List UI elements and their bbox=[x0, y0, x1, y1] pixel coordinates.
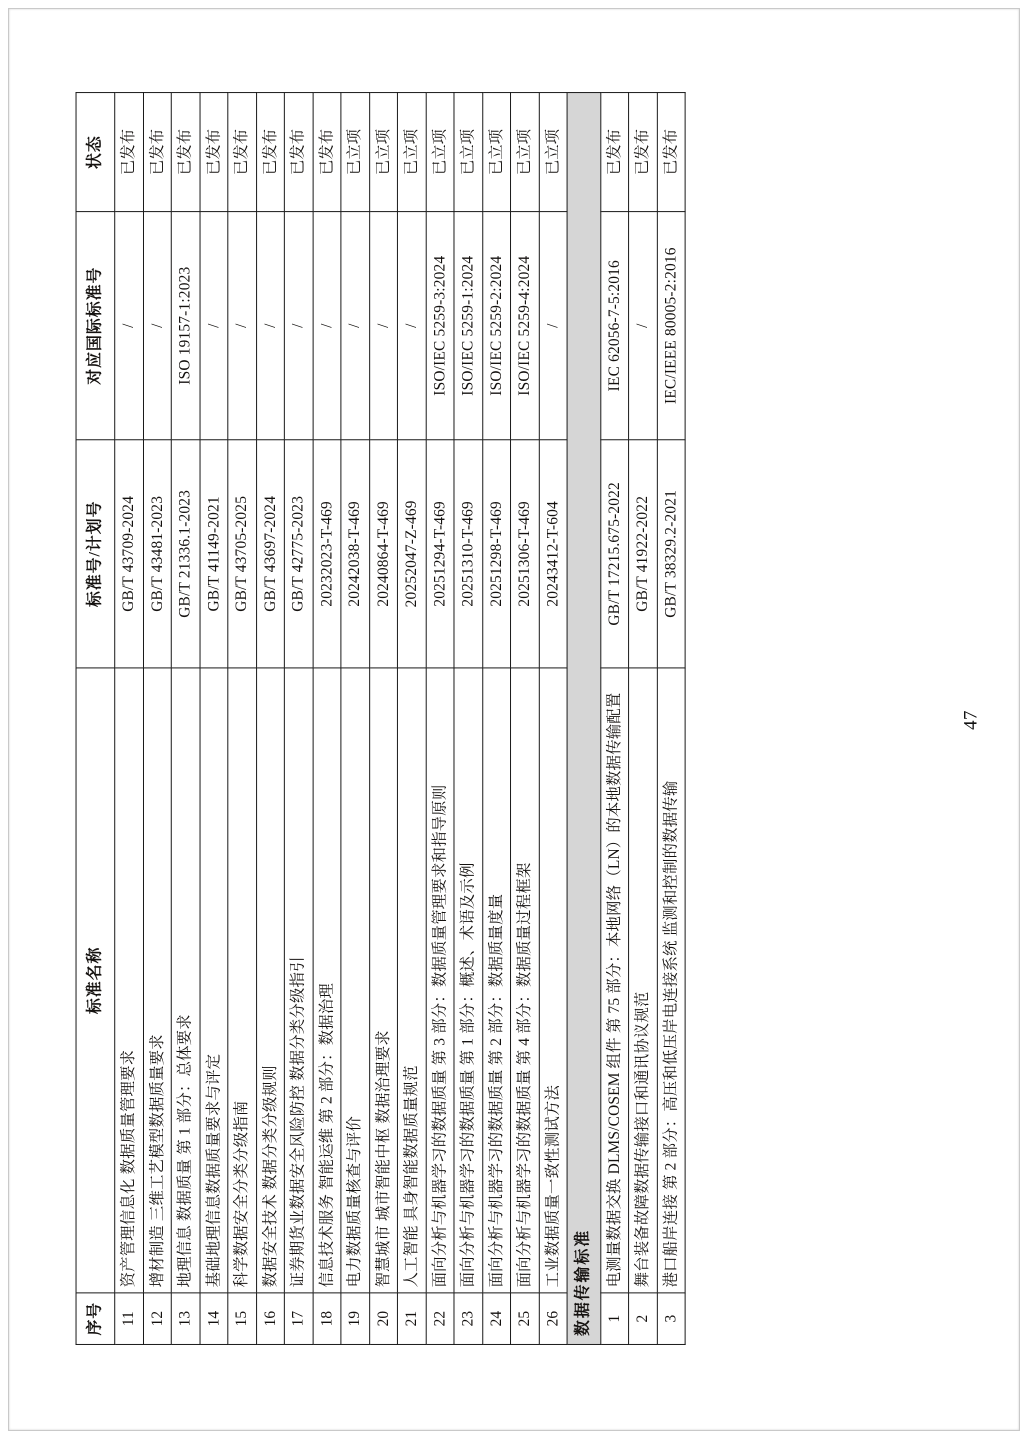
table-row bbox=[600, 92, 628, 1344]
table-row bbox=[511, 92, 539, 1344]
cell-index: 23 bbox=[454, 1292, 482, 1344]
cell-international-number: IEC/IEEE 80005-2:2016 bbox=[657, 211, 685, 439]
table-row bbox=[115, 92, 143, 1344]
cell-status: 已发布 bbox=[171, 92, 199, 211]
standards-table bbox=[76, 92, 686, 1345]
cell-standard-number: GB/T 43697-2024 bbox=[256, 439, 284, 667]
cell-status: 已立项 bbox=[539, 92, 567, 211]
cell-index: 15 bbox=[228, 1292, 256, 1344]
cell-index: 21 bbox=[398, 1292, 426, 1344]
cell-international-number: / bbox=[398, 211, 426, 439]
table-row bbox=[539, 92, 567, 1344]
cell-standard-name: 电测量数据交换 DLMS/COSEM 组件 第 75 部分：本地网络（LN）的本地数据传输配置 bbox=[600, 667, 628, 1292]
cell-standard-name: 地理信息 数据质量 第 1 部分：总体要求 bbox=[171, 667, 199, 1292]
cell-international-number: / bbox=[256, 211, 284, 439]
cell-standard-name: 证券期货业数据安全风险防控 数据分类分级指引 bbox=[285, 667, 313, 1292]
cell-index: 18 bbox=[313, 1292, 341, 1344]
cell-standard-number: 20243412-T-604 bbox=[539, 439, 567, 667]
cell-standard-name: 信息技术服务 智能运维 第 2 部分：数据治理 bbox=[313, 667, 341, 1292]
cell-standard-name: 面向分析与机器学习的数据质量 第 1 部分：概述、术语及示例 bbox=[454, 667, 482, 1292]
cell-international-number: / bbox=[629, 211, 657, 439]
cell-standard-name: 科学数据安全分类分级指南 bbox=[228, 667, 256, 1292]
table-row bbox=[256, 92, 284, 1344]
table-row bbox=[657, 92, 685, 1344]
cell-international-number: / bbox=[341, 211, 369, 439]
cell-standard-number: 20251310-T-469 bbox=[454, 439, 482, 667]
column-header-index: 序号 bbox=[76, 1292, 115, 1344]
cell-standard-name: 电力数据质量核查与评价 bbox=[341, 667, 369, 1292]
cell-international-number: / bbox=[285, 211, 313, 439]
cell-status: 已发布 bbox=[143, 92, 171, 211]
cell-international-number: / bbox=[115, 211, 143, 439]
column-header-name: 标准名称 bbox=[76, 667, 115, 1292]
cell-index: 20 bbox=[369, 1292, 397, 1344]
cell-index: 24 bbox=[483, 1292, 511, 1344]
cell-index: 14 bbox=[200, 1292, 228, 1344]
cell-international-number: ISO/IEC 5259-3:2024 bbox=[426, 211, 454, 439]
cell-standard-name: 智慧城市 城市智能中枢 数据治理要求 bbox=[369, 667, 397, 1292]
cell-standard-name: 资产管理信息化 数据质量管理要求 bbox=[115, 667, 143, 1292]
table-header-row bbox=[76, 92, 115, 1344]
cell-index: 19 bbox=[341, 1292, 369, 1344]
cell-standard-number: 20251298-T-469 bbox=[483, 439, 511, 667]
cell-standard-number: 20252047-Z-469 bbox=[398, 439, 426, 667]
cell-standard-number: GB/T 41149-2021 bbox=[200, 439, 228, 667]
cell-standard-name: 数据安全技术 数据分类分级规则 bbox=[256, 667, 284, 1292]
cell-index: 11 bbox=[115, 1292, 143, 1344]
table-row bbox=[398, 92, 426, 1344]
standards-table-body bbox=[115, 92, 685, 1344]
table-row bbox=[483, 92, 511, 1344]
cell-standard-number: 20232023-T-469 bbox=[313, 439, 341, 667]
cell-international-number: / bbox=[313, 211, 341, 439]
cell-standard-number: GB/T 43709-2024 bbox=[115, 439, 143, 667]
cell-status: 已立项 bbox=[398, 92, 426, 211]
cell-international-number: / bbox=[143, 211, 171, 439]
cell-status: 已发布 bbox=[285, 92, 313, 211]
section-header-label: 数据传输标准 bbox=[567, 92, 600, 1344]
cell-index: 16 bbox=[256, 1292, 284, 1344]
cell-index: 22 bbox=[426, 1292, 454, 1344]
cell-status: 已立项 bbox=[341, 92, 369, 211]
cell-standard-number: GB/T 17215.675-2022 bbox=[600, 439, 628, 667]
cell-international-number: ISO/IEC 5259-2:2024 bbox=[483, 211, 511, 439]
section-header-row bbox=[567, 92, 600, 1344]
cell-standard-name: 港口船岸连接 第 2 部分：高压和低压岸电连接系统 监测和控制的数据传输 bbox=[657, 667, 685, 1292]
table-row bbox=[341, 92, 369, 1344]
cell-index: 1 bbox=[600, 1292, 628, 1344]
cell-index: 25 bbox=[511, 1292, 539, 1344]
table-row bbox=[200, 92, 228, 1344]
cell-standard-number: 20240864-T-469 bbox=[369, 439, 397, 667]
cell-standard-number: 20242038-T-469 bbox=[341, 439, 369, 667]
cell-standard-number: 20251306-T-469 bbox=[511, 439, 539, 667]
cell-international-number: ISO 19157-1:2023 bbox=[171, 211, 199, 439]
cell-status: 已发布 bbox=[600, 92, 628, 211]
cell-standard-name: 舞台装备故障数据传输接口和通讯协议规范 bbox=[629, 667, 657, 1292]
cell-standard-name: 基础地理信息数据质量要求与评定 bbox=[200, 667, 228, 1292]
cell-standard-name: 面向分析与机器学习的数据质量 第 2 部分：数据质量度量 bbox=[483, 667, 511, 1292]
cell-index: 2 bbox=[629, 1292, 657, 1344]
cell-standard-name: 面向分析与机器学习的数据质量 第 3 部分：数据质量管理要求和指导原则 bbox=[426, 667, 454, 1292]
cell-standard-number: GB/T 41922-2022 bbox=[629, 439, 657, 667]
cell-status: 已立项 bbox=[483, 92, 511, 211]
cell-international-number: IEC 62056-7-5:2016 bbox=[600, 211, 628, 439]
cell-status: 已立项 bbox=[454, 92, 482, 211]
table-row bbox=[426, 92, 454, 1344]
table-row bbox=[228, 92, 256, 1344]
cell-standard-name: 面向分析与机器学习的数据质量 第 4 部分：数据质量过程框架 bbox=[511, 667, 539, 1292]
cell-status: 已发布 bbox=[115, 92, 143, 211]
table-row bbox=[143, 92, 171, 1344]
cell-status: 已发布 bbox=[629, 92, 657, 211]
table-row bbox=[454, 92, 482, 1344]
cell-status: 已发布 bbox=[657, 92, 685, 211]
cell-international-number: ISO/IEC 5259-1:2024 bbox=[454, 211, 482, 439]
cell-index: 26 bbox=[539, 1292, 567, 1344]
table-row bbox=[629, 92, 657, 1344]
rotated-page-content bbox=[18, 25, 1010, 1414]
cell-standard-name: 人工智能 具身智能数据质量规范 bbox=[398, 667, 426, 1292]
cell-standard-number: GB/T 38329.2-2021 bbox=[657, 439, 685, 667]
cell-index: 13 bbox=[171, 1292, 199, 1344]
cell-standard-number: GB/T 21336.1-2023 bbox=[171, 439, 199, 667]
cell-standard-name: 工业数据质量一致性测试方法 bbox=[539, 667, 567, 1292]
cell-status: 已立项 bbox=[426, 92, 454, 211]
cell-standard-number: GB/T 43705-2025 bbox=[228, 439, 256, 667]
cell-status: 已发布 bbox=[200, 92, 228, 211]
cell-status: 已立项 bbox=[511, 92, 539, 211]
cell-standard-number: 20251294-T-469 bbox=[426, 439, 454, 667]
cell-index: 3 bbox=[657, 1292, 685, 1344]
page-number: 47 bbox=[960, 709, 982, 730]
table-row bbox=[313, 92, 341, 1344]
cell-international-number: ISO/IEC 5259-4:2024 bbox=[511, 211, 539, 439]
document-body bbox=[18, 25, 1010, 1414]
cell-status: 已发布 bbox=[313, 92, 341, 211]
table-row bbox=[369, 92, 397, 1344]
cell-index: 12 bbox=[143, 1292, 171, 1344]
column-header-number: 标准号/计划号 bbox=[76, 439, 115, 667]
standards-table-container bbox=[76, 93, 686, 1345]
cell-international-number: / bbox=[228, 211, 256, 439]
cell-international-number: / bbox=[369, 211, 397, 439]
column-header-intl: 对应国际标准号 bbox=[76, 211, 115, 439]
cell-status: 已发布 bbox=[256, 92, 284, 211]
cell-index: 17 bbox=[285, 1292, 313, 1344]
table-row bbox=[171, 92, 199, 1344]
column-header-status: 状态 bbox=[76, 92, 115, 211]
cell-standard-name: 增材制造 三维工艺模型数据质量要求 bbox=[143, 667, 171, 1292]
scanned-page-sheet bbox=[8, 8, 1020, 1431]
cell-standard-number: GB/T 42775-2023 bbox=[285, 439, 313, 667]
cell-international-number: / bbox=[539, 211, 567, 439]
cell-international-number: / bbox=[200, 211, 228, 439]
cell-status: 已立项 bbox=[369, 92, 397, 211]
cell-standard-number: GB/T 43481-2023 bbox=[143, 439, 171, 667]
cell-status: 已发布 bbox=[228, 92, 256, 211]
table-row bbox=[285, 92, 313, 1344]
